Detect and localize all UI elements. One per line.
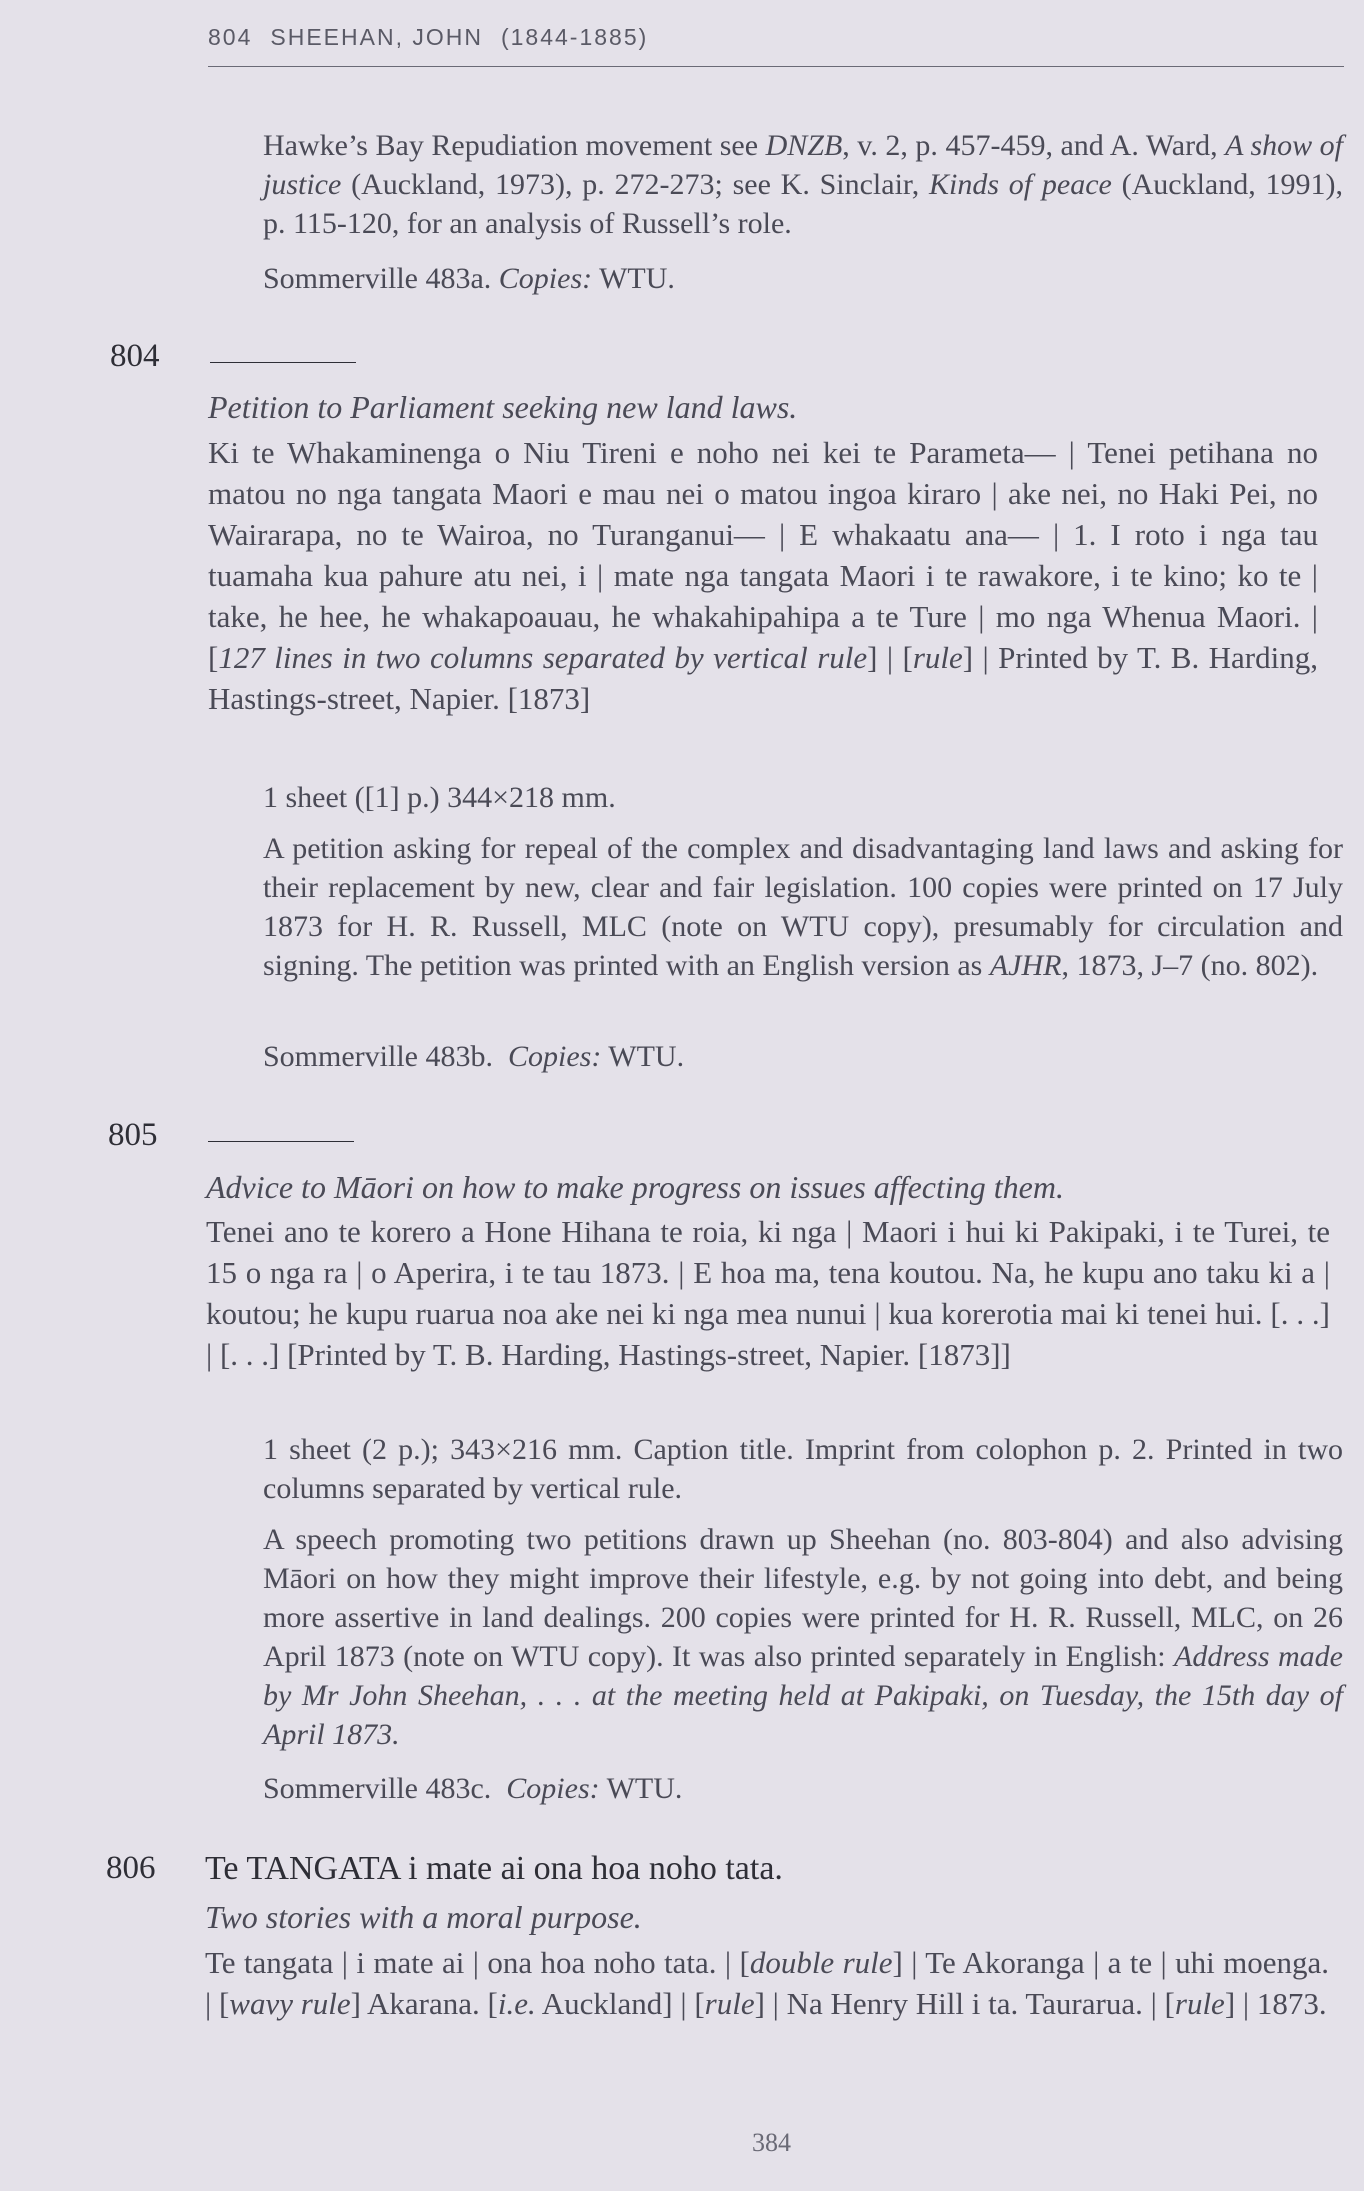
entry-number-806: 806 (106, 1850, 156, 1886)
entry-number-805: 805 (108, 1117, 158, 1153)
entry-title-804: Petition to Parliament seeking new land laws. (208, 389, 798, 425)
entry-collation-805: 1 sheet (2 p.); 343×216 mm. Caption title. Imprint from colophon p. 2. Printed in two columns separated by vertical rule. (263, 1433, 1343, 1505)
entry-description-804: A petition asking for repeal of the complex and disadvantaging land laws and asking for their replacement by new, clear and fair legislation. 100 copies were printed on 17 July 1873 for H. R. Russell, MLC (note on WTU copy), presumably for circulation and signing. The petition was printed with an English version as AJHR, 1873, J–7 (no. 802). (263, 832, 1343, 982)
continued-reference: Sommerville 483a. Copies: WTU. (263, 262, 675, 295)
page-folio: 384 (752, 2128, 791, 2157)
entry-title-806: Two stories with a moral purpose. (205, 1899, 642, 1935)
header-page-number: 804 (208, 24, 253, 50)
entry-transcription-806: Te tangata | i mate ai | ona hoa noho tata. | [double rule] | Te Akoranga | a te | uhi moenga. | [wavy rule] Akarana. [i.e. Auckland] | [rule] | Na Henry Hill i ta. Taurarua. | [rule] | 1873. (205, 1945, 1330, 2021)
continued-note: Hawke’s Bay Repudiation movement see DNZB, v. 2, p. 457-459, and A. Ward, A show of justice (Auckland, 1973), p. 272-273; see K. Sinclair, Kinds of peace (Auckland, 1991), p. 115-120, for an analysis of Russell’s role. (263, 129, 1344, 240)
header-dates: (1844-1885) (500, 24, 649, 50)
header-name: SHEEHAN, JOHN (270, 24, 483, 50)
entry-transcription-804: Ki te Whakaminenga o Niu Tireni e noho nei kei te Parameta— | Tenei petihana no matou no nga tangata Maori e mau nei o matou ingoa kiraro | ake nei, no Haki Pei, no Wairarapa, no te Wairoa, no Turanganui— | E whakaatu ana— | 1. I roto i nga tau tuamaha kua pahure atu nei, i | mate nga tangata Maori i te rawakore, i te kino; ko te | take, he hee, he whakapoauau, he whakahipahipa a te Ture | mo nga Whenua Maori. | [127 lines in two columns separated by vertical rule] | [rule] | Printed by T. B. Harding, Hastings-street, Napier. [1873] (208, 435, 1318, 716)
entry-heading-806: Te TANGATA i mate ai ona hoa noho tata. (205, 1850, 783, 1887)
entry-description-805: A speech promoting two petitions drawn up Sheehan (no. 803-804) and also advising Māori on how they might improve their lifestyle, e.g. by not going into debt, and being more assertive in land dealings. 200 copies were printed for H. R. Russell, MLC, on 26 April 1873 (note on WTU copy). It was also printed separately in English: Address made by Mr John Sheehan, . . . at the meeting held at Pakipaki, on Tuesday, the 15th day of April 1873. (263, 1523, 1343, 1751)
running-head (208, 24, 648, 51)
entry-reference-805: Sommerville 483c. Copies: WTU. (263, 1772, 683, 1805)
author-dash-804 (210, 362, 356, 363)
entry-transcription-805: Tenei ano te korero a Hone Hihana te roia, ki nga | Maori i hui ki Pakipaki, i te Turei, te 15 o nga ra | o Aperira, i te tau 1873. | E hoa ma, tena koutou. Na, he kupu ano taku ki a | koutou; he kupu ruarua noa ake nei ki nga mea nunui | kua korerotia mai ki tenei hui. [. . .] | [. . .] [Printed by T. B. Harding, Hastings-street, Napier. [1873]] (206, 1214, 1330, 1372)
entry-title-805: Advice to Māori on how to make progress on issues affecting them. (206, 1169, 1064, 1205)
header-rule (208, 66, 1344, 67)
entry-collation-804: 1 sheet ([1] p.) 344×218 mm. (263, 781, 616, 814)
entry-reference-804: Sommerville 483b. Copies: WTU. (263, 1040, 685, 1073)
author-dash-805 (208, 1141, 354, 1142)
entry-number-804: 804 (110, 338, 160, 374)
